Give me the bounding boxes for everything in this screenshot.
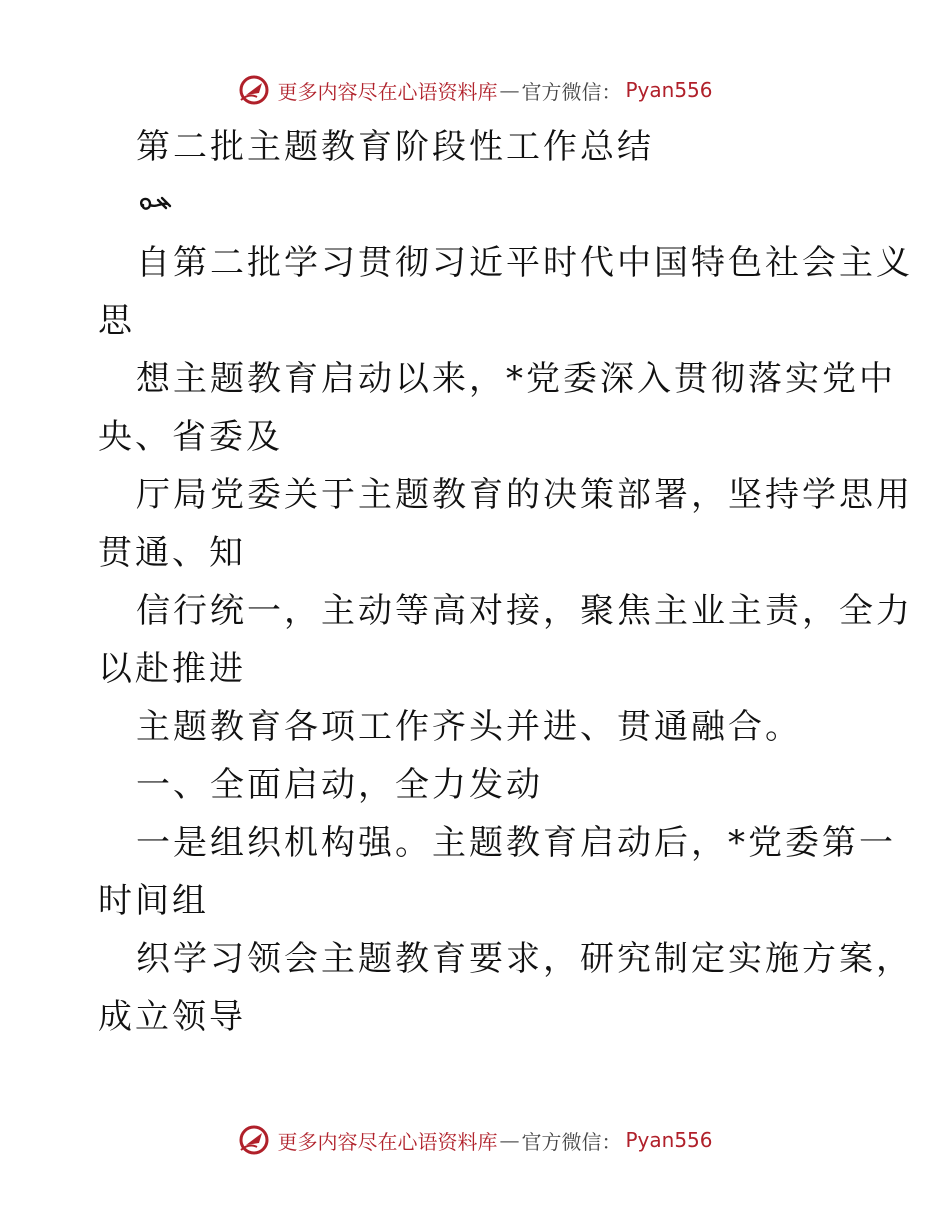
footer-watermark [0, 1120, 950, 1160]
document-title: 第二批主题教育阶段性工作总结 [136, 127, 654, 167]
document-line: 时间组 [98, 881, 209, 921]
document-line: 以赴推进 [98, 649, 246, 689]
document-line: 一、全面启动，全力发动 [136, 765, 543, 805]
document-line: 厅局党委关于主题教育的决策部署，坚持学思用 [136, 475, 913, 515]
ornament-icon [98, 176, 858, 234]
banner-text: 更多内容尽在心语资料库 [277, 1129, 498, 1154]
document-body [98, 118, 913, 1046]
document-line: 贯通、知 [98, 533, 246, 573]
document-line: 想主题教育启动以来，*党委深入贯彻落实党中 [136, 359, 896, 399]
wechat-id: Pyan556 [625, 1128, 713, 1152]
header-watermark [0, 70, 950, 110]
banner-dash: — [499, 78, 520, 102]
document-line: 思 [98, 301, 135, 341]
wechat-label: 官方微信： [521, 1129, 622, 1154]
document-line: 自第二批学习贯彻习近平时代中国特色社会主义 [136, 243, 913, 283]
wechat-id: Pyan556 [625, 78, 713, 102]
banner-dash: — [499, 1128, 520, 1152]
document-line: 成立领导 [98, 997, 246, 1037]
document-line: 信行统一，主动等高对接，聚焦主业主责，全力 [136, 591, 913, 631]
brand-logo-icon [237, 73, 271, 107]
document-line: 主题教育各项工作齐头并进、贯通融合。 [136, 707, 802, 747]
banner-text: 更多内容尽在心语资料库 [277, 79, 498, 104]
brand-logo-icon [237, 1123, 271, 1157]
document-line: 一是组织机构强。主题教育启动后，*党委第一 [136, 823, 896, 863]
document-line: 央、省委及 [98, 417, 283, 457]
document-line: 织学习领会主题教育要求，研究制定实施方案， [136, 939, 913, 979]
wechat-label: 官方微信： [521, 79, 622, 104]
